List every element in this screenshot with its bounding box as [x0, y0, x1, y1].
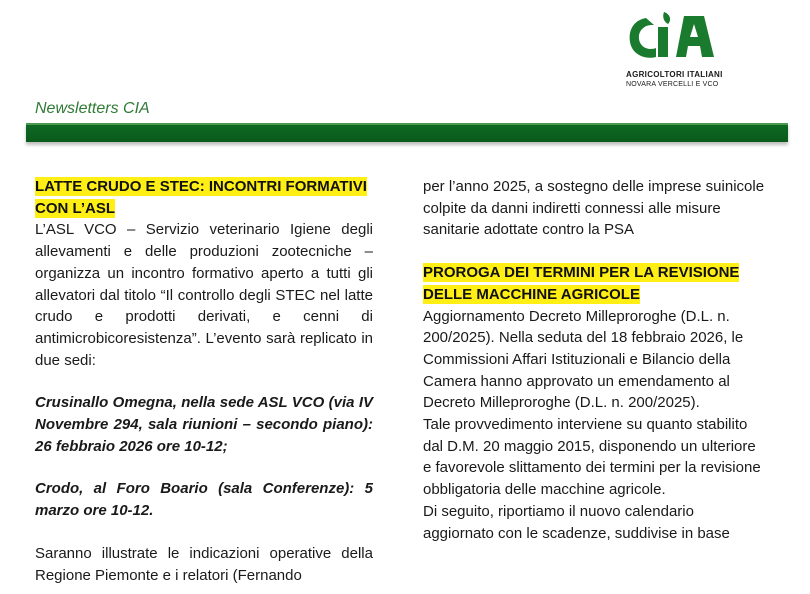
article-closing: Saranno illustrate le indicazioni operative della Regione Piemonte e i relatori (Fernando [35, 544, 373, 584]
header-divider-bar [26, 123, 788, 142]
paragraph-gap [35, 522, 373, 543]
heading-highlight: LATTE CRUDO E STEC: INCONTRI FORMATIVI CON L’ASL [35, 178, 367, 217]
header-divider-highlight [26, 123, 788, 125]
article-heading-latte-crudo [35, 176, 373, 219]
heading-highlight: PROROGA DEI TERMINI PER LA REVISIONE DELLE MACCHINE AGRICOLE [423, 264, 740, 303]
logo-text-secondary: NOVARA VERCELLI E VCO [626, 81, 719, 88]
proroga-paragraph-2: Tale provvedimento interviene su quanto stabilito dal D.M. 20 maggio 2015, disponendo un ulteriore e favorevole slittamento dei termini per la revisione obbligatoria delle macchine agricole. [423, 416, 761, 499]
paragraph-gap [423, 241, 768, 262]
session-omegna: Crusinallo Omegna, nella sede ASL VCO (via IV Novembre 294, sala riunioni – secondo piano): 26 febbraio 2026 ore 10-12; [35, 394, 373, 455]
cia-logo [612, 8, 732, 92]
proroga-paragraph-1: Aggiornamento Decreto Milleproroghe (D.L. n. 200/2025). Nella seduta del 18 febbraio 2026, le Commissioni Affari Istituzionali e Bilancio della Camera hanno approvato un emendamento al Decreto Milleproroghe (D.L. n. 200/2025). [423, 307, 744, 412]
previous-article-continuation: per l’anno 2025, a sostegno delle imprese suinicole colpite da danni indiretti connessi alle misure sanitarie adottate contro la PSA [423, 178, 765, 239]
paragraph-gap [35, 457, 373, 478]
logo-text-primary: AGRICOLTORI ITALIANI [626, 70, 723, 79]
newsletter-title: Newsletters CIA [35, 100, 150, 117]
paragraph-gap [35, 371, 373, 392]
right-column [423, 176, 768, 544]
article-heading-proroga [423, 262, 768, 305]
cia-logo-mark [626, 10, 726, 64]
session-crodo: Crodo, al Foro Boario (sala Conferenze): 5 marzo ore 10-12. [35, 480, 373, 520]
left-column [35, 176, 373, 586]
article-intro: L’ASL VCO – Servizio veterinario Igiene degli allevamenti e delle produzioni zootecniche – organizza un incontro formativo aperto a tutti gli allevatori dal titolo “Il controllo degli STEC nel latte crudo e prodotti derivati, e cenni di antimicrobicoresistenza”. L’evento sarà replicato in due sedi: [35, 221, 373, 369]
proroga-paragraph-3: Di seguito, riportiamo il nuovo calendario aggiornato con le scadenze, suddivise in base [423, 502, 730, 542]
